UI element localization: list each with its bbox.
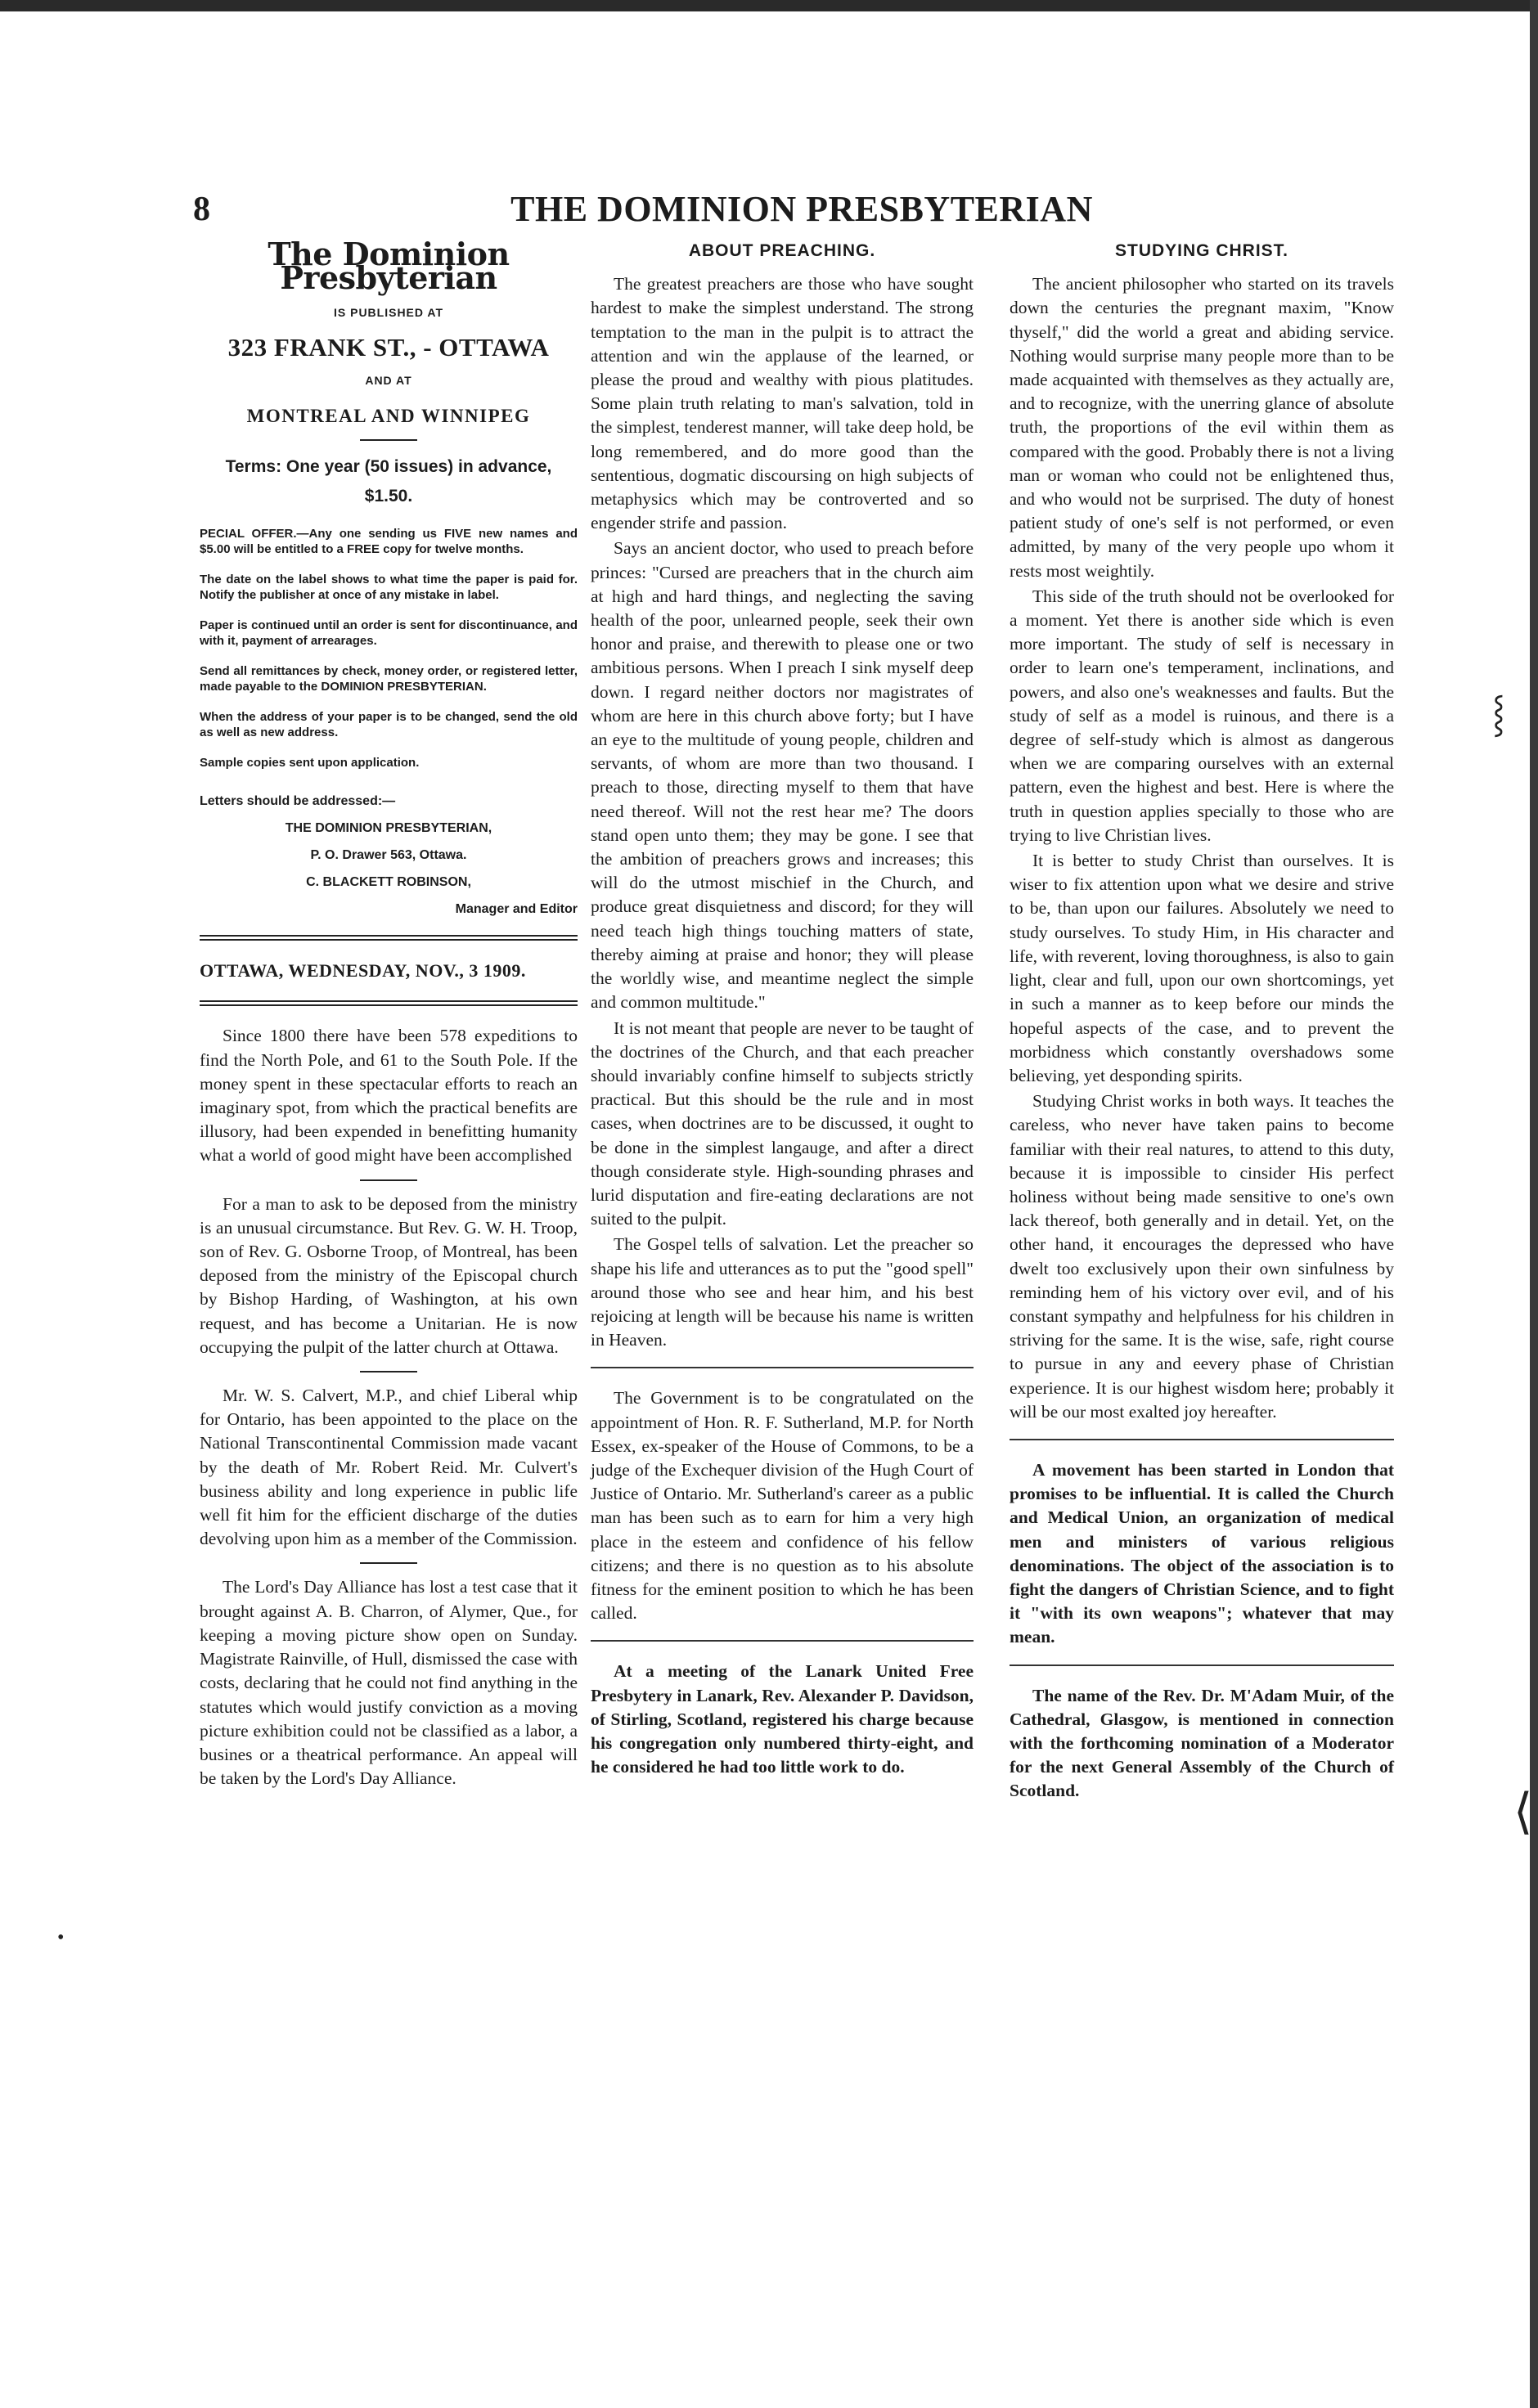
- about-preaching-heading: ABOUT PREACHING.: [688, 241, 876, 260]
- studying-christ-heading: STUDYING CHRIST.: [1114, 241, 1288, 260]
- column-2: [591, 239, 974, 1779]
- notice-sample-copies: Sample copies sent upon application.: [200, 756, 420, 770]
- subscription-terms: Terms: One year (50 issues) in advance, $1.50.: [225, 457, 552, 506]
- about-preaching-paragraph: The greatest preachers are those who have sought hardest to make the simplest understand. The strong temptation to the man in the pulpit is to attract the attention and win the applause of the learned, or please the proud and wealthy with pious platitudes. Some plain truth relating to man's salvation, told in the simplest, tenderest manner, will take deep hold, be long remembered, and do more good than the sententious, dogmatic discoursing on high subjects of metaphysics which may be controverted and so engender strife and passion.: [591, 274, 974, 533]
- divider: [360, 1562, 417, 1564]
- column-3: [1010, 239, 1394, 1804]
- running-head: THE DOMINION PRESBYTERIAN: [510, 189, 1093, 229]
- studying-christ-paragraph: It is better to study Christ than ourselves. It is wiser to fix attention upon what we desire and strive to be, than upon our failures. Absolutely we need to study ourselves. To study Him, in His character and life, with reverent, loving thoroughness, is also to gain light, clear and full, upon our own shortcomings, yet in such a manner as to keep before our minds the hopeful aspects of the case, and to prevent the morbidness which constantly overshadows some believing, yet desponding spirits.: [1010, 851, 1394, 1085]
- item-lords-day-alliance: The Lord's Day Alliance has lost a test case that it brought against A. B. Charron, of Alymer, Que., for keeping a moving picture show open on Sunday. Magistrate Rainville, of Hull, dismissed the case with costs, declaring that he could not find anything in the statutes which would justify conviction as a moving picture exhibition could not be classified as a labor, a busines or a theatrical performance. An appeal will be taken by the Lord's Day Alliance.: [200, 1577, 578, 1789]
- studying-christ-paragraph: This side of the truth should not be overlooked for a moment. Yet there is another side which is even more important. The study of self is necessary in order to learn one's temperament, inclinations, and powers, and also one's weaknesses and faults. But the study of self as a model is ruinous, and there is a degree of self-study which is almost as dangerous when we are comparing ourselves with an external pattern, even the highest and best. Here is where the truth in question applies specially to those who are trying to live Christian lives.: [1010, 586, 1394, 845]
- item-north-pole: Since 1800 there have been 578 expeditions to find the North Pole, and 61 to the South Pole. If the money spent in these spectacular efforts to reach an imaginary spot, from which the practical benefits are illusory, had been expended in benefitting humanity what a world of good might have been accomplished: [200, 1026, 578, 1166]
- letters-address-block: [200, 793, 578, 917]
- divider: [360, 1371, 417, 1372]
- editor-name: C. BLACKETT ROBINSON,: [306, 875, 471, 890]
- masthead-title: The Dominion Presbyterian: [268, 236, 510, 297]
- item-lanark-presbytery: At a meeting of the Lanark United Free Presbytery in Lanark, Rev. Alexander P. Davidson, of Stirling, Scotland, registered his charge because his congregation only numbered thirty-eight, and he considered he had too little work to do.: [591, 1661, 974, 1777]
- double-divider: [200, 1000, 578, 1006]
- notice-address-change: When the address of your paper is to be changed, send the old as well as new address.: [200, 710, 578, 740]
- page-number: 8: [193, 191, 210, 228]
- item-church-medical-union: A movement has been started in London that promises to be influential. It is called the Church and Medical Union, an organization of medical men and ministers of various religious denominations. The object of the association is to fight the dangers of Christian Science, and to fight it "with its own weapons"; whatever that may mean.: [1010, 1459, 1394, 1647]
- notice-special-offer: PECIAL OFFER.—Any one sending us FIVE new names and $5.00 will be entitled to a FREE copy for twelve months.: [200, 527, 578, 557]
- item-madam-muir: The name of the Rev. Dr. M'Adam Muir, of the Cathedral, Glasgow, is mentioned in connection with the forthcoming nomination of a Moderator for the next General Assembly of the Church of Scotland.: [1010, 1685, 1394, 1801]
- masthead-cities: MONTREAL AND WINNIPEG: [246, 406, 531, 427]
- divider: [360, 439, 417, 441]
- divider: [360, 1179, 417, 1181]
- dateline: OTTAWA, WEDNESDAY, NOV., 3 1909.: [200, 960, 526, 982]
- editor-role: Manager and Editor: [455, 902, 578, 917]
- about-preaching-paragraph: It is not meant that people are never to be taught of the doctrines of the Church, and that each preacher should invariably confine himself to subjects strictly practical. But this should be the rule and in most cases, when doctrines are to be discussed, it ought to be done in the simplest langauge, and after a direct though considerate style. High-sounding phrases and lurid disputation and fire-eating declarations are not suited to the pulpit.: [591, 1018, 974, 1229]
- notice-remittances: Send all remittances by check, money order, or registered letter, made payable to the DOMINION PRESBYTERIAN.: [200, 664, 578, 694]
- notice-label-date: The date on the label shows to what time the paper is paid for. Notify the publisher at once of any mistake in label.: [200, 573, 578, 603]
- about-preaching-paragraph: The Gospel tells of salvation. Let the preacher so shape his life and utterances as to put the "good spell" around those who see and hear him, and his best rejoicing at length will be because his name is written in Heaven.: [591, 1234, 974, 1350]
- notice-continued: Paper is continued until an order is sent for discontinuance, and with it, payment of arrearages.: [200, 618, 578, 649]
- letters-name: THE DOMINION PRESBYTERIAN,: [285, 821, 492, 836]
- double-divider: [200, 935, 578, 941]
- studying-christ-paragraph: Studying Christ works in both ways. It teaches the careless, who never have taken pains to become familiar with their real natures, to attend to this duty, because it is impossible to cinsider His perfect holiness without being made sensitive to one's own lack thereof, both generally and in detail. Yet, on the other hand, it encourages the depressed who have dwelt too exclusively upon their own sinfulness by reminding hem of his victory over evil, and of his constant sympathy and helpfulness for his children in striving for the same. It is the wise, safe, right course to pursue in any and eevery phase of Christian experience. It is our highest wisdom here; probably it will be our most exalted joy hereafter.: [1010, 1091, 1394, 1422]
- divider: [591, 1367, 974, 1368]
- and-at: AND AT: [365, 373, 412, 387]
- margin-bracket: ⟨: [1513, 1785, 1533, 1839]
- margin-dot: •: [57, 1927, 65, 1948]
- item-troop-deposed: For a man to ask to be deposed from the ministry is an unusual circumstance. But Rev. G. W. H. Troop, son of Rev. G. Osborne Troop, of Montreal, has been deposed from the ministry of the Episcopal church by Bishop Harding, of Washington, at his own request, and has become a Unitarian. He is now occupying the pulpit of the latter church at Ottawa.: [200, 1193, 578, 1357]
- margin-smudge: ⸾: [1492, 694, 1505, 734]
- item-sutherland: The Government is to be congratulated on the appointment of Hon. R. F. Sutherland, M.P. for North Essex, ex-speaker of the House of Commons, to be a judge of the Exchequer division of the Hugh Court of Justice of Ontario. Mr. Sutherland's career as a public man has been such as to earn for him a very high place in the esteem and confidence of his fellow citizens; and there is no question as to his absolute fitness for the eminent position to which he has been called.: [591, 1388, 974, 1624]
- column-1: [200, 236, 578, 1790]
- divider: [591, 1640, 974, 1642]
- divider: [1010, 1664, 1394, 1666]
- published-at: IS PUBLISHED AT: [333, 306, 443, 320]
- letters-po-box: P. O. Drawer 563, Ottawa.: [310, 848, 467, 863]
- studying-christ-paragraph: The ancient philosopher who started on its travels down the centuries the pregnant maxim, "Know thyself," did the world a great and abiding service. Nothing would surprise many people more than to be made acquainted with themselves as they actually are, and to recognize, with the unerring glance of absolute truth, the proportions of the evil within them as compared with the good. Probably there is not a living man or woman who could not be enlightened thus, and who would not be surprised. The duty of honest patient study of one's self is not performed, or even admitted, by many of the very people upo whom it rests most weightily.: [1010, 274, 1394, 581]
- item-calvert: Mr. W. S. Calvert, M.P., and chief Liberal whip for Ontario, has been appointed to the place on the National Transcontinental Commission made vacant by the death of Mr. Robert Reid. Mr. Culvert's business ability and long experience in public life well fit him for the efficient discharge of the duties devolving upon him as a member of the Commission.: [200, 1386, 578, 1549]
- letters-label: Letters should be addressed:—: [200, 794, 396, 809]
- masthead-address: 323 FRANK ST., - OTTAWA: [227, 332, 550, 362]
- about-preaching-paragraph: Says an ancient doctor, who used to preach before princes: "Cursed are preachers that in the church aim at high and hard things, and neglecting the saving health of the poor, unlearned people, seek their own honor and praise, and therewith to please one or two ambitious persons. When I preach I sink myself deep down. I regard neither doctors nor magistrates of whom are here in this church above forty; but I have an eye to the multitude of young people, children and servants, of whom are more than two thousand. I preach to those, directing myself to them that have need thereof. Will not the rest hear me? The doors stand open unto them; they may be gone. I see that the ambition of preachers grows and increases; this will do the utmost mischief in the Church, and produce great disquietness and discord; for they will need teach high things touching matters of state, thereby aiming at praise and honor; they will please the worldly wise, and meantime neglect the simple and common multitude.": [591, 538, 974, 1013]
- divider: [1010, 1439, 1394, 1440]
